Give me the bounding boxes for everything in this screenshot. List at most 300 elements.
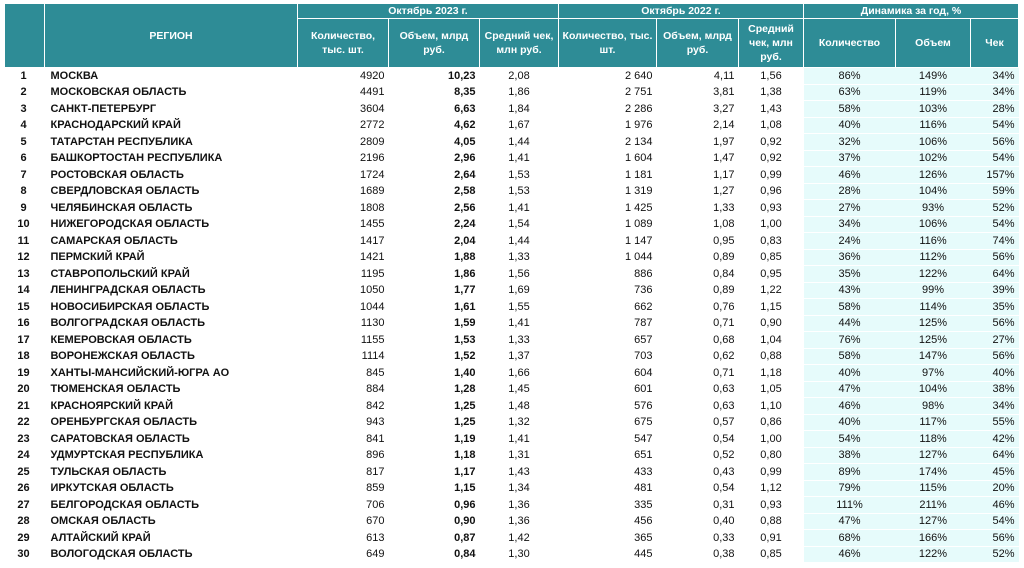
region-name-cell: ВОЛОГОДСКАЯ ОБЛАСТЬ — [45, 546, 298, 563]
dyn-volume-cell: 174% — [896, 464, 971, 481]
region-name-cell: НИЖЕГОРОДСКАЯ ОБЛАСТЬ — [45, 216, 298, 233]
region-name-cell: ХАНТЫ-МАНСИЙСКИЙ-ЮГРА АО — [45, 365, 298, 382]
avg-check-2023-cell: 1,48 — [480, 398, 559, 415]
dyn-volume-cell: 122% — [896, 546, 971, 563]
avg-check-2023-cell: 2,08 — [480, 68, 559, 85]
qty-2022-cell: 675 — [559, 414, 657, 431]
volume-2022-cell: 1,97 — [657, 134, 739, 151]
avg-check-2022-cell: 0,85 — [739, 546, 804, 563]
qty-2023-cell: 1724 — [298, 167, 389, 184]
qty-2022-cell: 1 604 — [559, 150, 657, 167]
volume-2022-cell: 0,40 — [657, 513, 739, 530]
volume-2023-cell: 2,58 — [389, 183, 480, 200]
region-name-cell: ЧЕЛЯБИНСКАЯ ОБЛАСТЬ — [45, 200, 298, 217]
table-row — [5, 497, 1019, 514]
qty-2023-cell: 884 — [298, 381, 389, 398]
avg-check-2023-cell: 1,45 — [480, 381, 559, 398]
header-volume-2022: Объем, млрд руб. — [657, 19, 739, 68]
qty-2023-cell: 1417 — [298, 233, 389, 250]
avg-check-2022-cell: 1,43 — [739, 101, 804, 118]
avg-check-2022-cell: 1,38 — [739, 84, 804, 101]
dyn-volume-cell: 99% — [896, 282, 971, 299]
avg-check-2022-cell: 0,96 — [739, 183, 804, 200]
avg-check-2023-cell: 1,37 — [480, 348, 559, 365]
header-qty-2022: Количество, тыс. шт. — [559, 19, 657, 68]
dyn-check-cell: 46% — [971, 497, 1019, 514]
volume-2023-cell: 1,59 — [389, 315, 480, 332]
volume-2023-cell: 6,63 — [389, 101, 480, 118]
volume-2023-cell: 2,04 — [389, 233, 480, 250]
region-name-cell: ТЮМЕНСКАЯ ОБЛАСТЬ — [45, 381, 298, 398]
dyn-volume-cell: 118% — [896, 431, 971, 448]
qty-2022-cell: 1 181 — [559, 167, 657, 184]
row-number-cell: 21 — [5, 398, 45, 415]
qty-2022-cell: 547 — [559, 431, 657, 448]
qty-2023-cell: 4491 — [298, 84, 389, 101]
avg-check-2022-cell: 1,00 — [739, 216, 804, 233]
region-name-cell: БЕЛГОРОДСКАЯ ОБЛАСТЬ — [45, 497, 298, 514]
qty-2023-cell: 817 — [298, 464, 389, 481]
avg-check-2023-cell: 1,41 — [480, 200, 559, 217]
table-row — [5, 414, 1019, 431]
dyn-check-cell: 40% — [971, 365, 1019, 382]
dyn-volume-cell: 102% — [896, 150, 971, 167]
qty-2023-cell: 670 — [298, 513, 389, 530]
dyn-volume-cell: 106% — [896, 216, 971, 233]
avg-check-2022-cell: 0,93 — [739, 200, 804, 217]
dyn-volume-cell: 119% — [896, 84, 971, 101]
region-name-cell: ОМСКАЯ ОБЛАСТЬ — [45, 513, 298, 530]
header-number-column — [5, 4, 45, 68]
dyn-check-cell: 56% — [971, 315, 1019, 332]
dyn-volume-cell: 104% — [896, 183, 971, 200]
qty-2022-cell: 886 — [559, 266, 657, 283]
avg-check-2023-cell: 1,53 — [480, 183, 559, 200]
volume-2022-cell: 1,08 — [657, 216, 739, 233]
volume-2023-cell: 8,35 — [389, 84, 480, 101]
avg-check-2023-cell: 1,42 — [480, 530, 559, 547]
table-row — [5, 134, 1019, 151]
avg-check-2023-cell: 1,56 — [480, 266, 559, 283]
avg-check-2023-cell: 1,36 — [480, 513, 559, 530]
row-number-cell: 10 — [5, 216, 45, 233]
region-name-cell: МОСКВА — [45, 68, 298, 85]
dyn-check-cell: 54% — [971, 513, 1019, 530]
avg-check-2022-cell: 0,93 — [739, 497, 804, 514]
region-name-cell: ВОЛГОГРАДСКАЯ ОБЛАСТЬ — [45, 315, 298, 332]
dyn-volume-cell: 112% — [896, 249, 971, 266]
region-name-cell: УДМУРТСКАЯ РЕСПУБЛИКА — [45, 447, 298, 464]
volume-2023-cell: 1,88 — [389, 249, 480, 266]
dyn-qty-cell: 24% — [804, 233, 896, 250]
dyn-volume-cell: 116% — [896, 233, 971, 250]
volume-2023-cell: 1,61 — [389, 299, 480, 316]
region-name-cell: САНКТ-ПЕТЕРБУРГ — [45, 101, 298, 118]
avg-check-2022-cell: 1,05 — [739, 381, 804, 398]
row-number-cell: 30 — [5, 546, 45, 563]
avg-check-2023-cell: 1,86 — [480, 84, 559, 101]
avg-check-2022-cell: 0,88 — [739, 348, 804, 365]
dyn-qty-cell: 86% — [804, 68, 896, 85]
row-number-cell: 2 — [5, 84, 45, 101]
avg-check-2023-cell: 1,44 — [480, 233, 559, 250]
table-row — [5, 447, 1019, 464]
table-row — [5, 431, 1019, 448]
row-number-cell: 23 — [5, 431, 45, 448]
dyn-qty-cell: 63% — [804, 84, 896, 101]
volume-2023-cell: 4,05 — [389, 134, 480, 151]
avg-check-2022-cell: 0,86 — [739, 414, 804, 431]
qty-2022-cell: 445 — [559, 546, 657, 563]
volume-2023-cell: 1,52 — [389, 348, 480, 365]
dyn-qty-cell: 79% — [804, 480, 896, 497]
header-group-dynamics: Динамика за год, % — [804, 4, 1019, 19]
row-number-cell: 4 — [5, 117, 45, 134]
avg-check-2022-cell: 0,92 — [739, 150, 804, 167]
volume-2023-cell: 1,53 — [389, 332, 480, 349]
qty-2023-cell: 1195 — [298, 266, 389, 283]
avg-check-2023-cell: 1,34 — [480, 480, 559, 497]
dyn-volume-cell: 125% — [896, 315, 971, 332]
dyn-check-cell: 35% — [971, 299, 1019, 316]
volume-2023-cell: 1,19 — [389, 431, 480, 448]
volume-2022-cell: 1,17 — [657, 167, 739, 184]
region-name-cell: МОСКОВСКАЯ ОБЛАСТЬ — [45, 84, 298, 101]
table-row — [5, 546, 1019, 563]
dyn-volume-cell: 127% — [896, 513, 971, 530]
dyn-check-cell: 54% — [971, 216, 1019, 233]
volume-2023-cell: 0,84 — [389, 546, 480, 563]
avg-check-2023-cell: 1,54 — [480, 216, 559, 233]
qty-2022-cell: 1 976 — [559, 117, 657, 134]
dyn-volume-cell: 97% — [896, 365, 971, 382]
avg-check-2023-cell: 1,53 — [480, 167, 559, 184]
qty-2023-cell: 1689 — [298, 183, 389, 200]
qty-2023-cell: 1114 — [298, 348, 389, 365]
qty-2023-cell: 1044 — [298, 299, 389, 316]
volume-2022-cell: 3,27 — [657, 101, 739, 118]
row-number-cell: 13 — [5, 266, 45, 283]
dyn-check-cell: 56% — [971, 134, 1019, 151]
row-number-cell: 5 — [5, 134, 45, 151]
row-number-cell: 28 — [5, 513, 45, 530]
qty-2023-cell: 2196 — [298, 150, 389, 167]
avg-check-2023-cell: 1,43 — [480, 464, 559, 481]
avg-check-2023-cell: 1,36 — [480, 497, 559, 514]
qty-2022-cell: 1 147 — [559, 233, 657, 250]
qty-2022-cell: 576 — [559, 398, 657, 415]
volume-2023-cell: 1,86 — [389, 266, 480, 283]
dyn-check-cell: 55% — [971, 414, 1019, 431]
dyn-qty-cell: 58% — [804, 101, 896, 118]
avg-check-2023-cell: 1,33 — [480, 332, 559, 349]
qty-2023-cell: 841 — [298, 431, 389, 448]
dyn-qty-cell: 46% — [804, 167, 896, 184]
qty-2022-cell: 657 — [559, 332, 657, 349]
volume-2022-cell: 0,89 — [657, 282, 739, 299]
dyn-check-cell: 27% — [971, 332, 1019, 349]
table-row — [5, 480, 1019, 497]
dyn-check-cell: 56% — [971, 530, 1019, 547]
volume-2023-cell: 1,25 — [389, 414, 480, 431]
region-name-cell: ИРКУТСКАЯ ОБЛАСТЬ — [45, 480, 298, 497]
dyn-volume-cell: 98% — [896, 398, 971, 415]
dyn-qty-cell: 40% — [804, 414, 896, 431]
avg-check-2023-cell: 1,84 — [480, 101, 559, 118]
dyn-check-cell: 34% — [971, 398, 1019, 415]
header-dyn-qty: Количество — [804, 19, 896, 68]
dyn-qty-cell: 47% — [804, 513, 896, 530]
volume-2022-cell: 0,52 — [657, 447, 739, 464]
volume-2023-cell: 0,90 — [389, 513, 480, 530]
header-dyn-volume: Объем — [896, 19, 971, 68]
regional-sales-table — [4, 3, 1019, 563]
volume-2022-cell: 2,14 — [657, 117, 739, 134]
dyn-check-cell: 64% — [971, 266, 1019, 283]
row-number-cell: 25 — [5, 464, 45, 481]
qty-2022-cell: 1 044 — [559, 249, 657, 266]
avg-check-2022-cell: 1,22 — [739, 282, 804, 299]
region-name-cell: РОСТОВСКАЯ ОБЛАСТЬ — [45, 167, 298, 184]
row-number-cell: 24 — [5, 447, 45, 464]
row-number-cell: 22 — [5, 414, 45, 431]
dyn-check-cell: 54% — [971, 117, 1019, 134]
volume-2022-cell: 0,33 — [657, 530, 739, 547]
qty-2023-cell: 859 — [298, 480, 389, 497]
avg-check-2023-cell: 1,32 — [480, 414, 559, 431]
qty-2023-cell: 3604 — [298, 101, 389, 118]
volume-2022-cell: 0,71 — [657, 315, 739, 332]
dyn-volume-cell: 125% — [896, 332, 971, 349]
volume-2022-cell: 0,54 — [657, 431, 739, 448]
qty-2022-cell: 481 — [559, 480, 657, 497]
dyn-volume-cell: 115% — [896, 480, 971, 497]
row-number-cell: 19 — [5, 365, 45, 382]
volume-2022-cell: 0,76 — [657, 299, 739, 316]
table-row — [5, 464, 1019, 481]
row-number-cell: 9 — [5, 200, 45, 217]
volume-2022-cell: 4,11 — [657, 68, 739, 85]
volume-2022-cell: 0,31 — [657, 497, 739, 514]
dyn-check-cell: 20% — [971, 480, 1019, 497]
volume-2022-cell: 0,43 — [657, 464, 739, 481]
dyn-volume-cell: 106% — [896, 134, 971, 151]
dyn-check-cell: 38% — [971, 381, 1019, 398]
avg-check-2023-cell: 1,30 — [480, 546, 559, 563]
table-row — [5, 315, 1019, 332]
dyn-qty-cell: 58% — [804, 348, 896, 365]
dyn-volume-cell: 126% — [896, 167, 971, 184]
avg-check-2023-cell: 1,69 — [480, 282, 559, 299]
volume-2022-cell: 0,95 — [657, 233, 739, 250]
qty-2022-cell: 456 — [559, 513, 657, 530]
table-row — [5, 266, 1019, 283]
header-avg-check-2023: Средний чек, млн руб. — [480, 19, 559, 68]
avg-check-2023-cell: 1,41 — [480, 150, 559, 167]
row-number-cell: 15 — [5, 299, 45, 316]
volume-2022-cell: 1,47 — [657, 150, 739, 167]
qty-2022-cell: 736 — [559, 282, 657, 299]
volume-2022-cell: 0,63 — [657, 398, 739, 415]
qty-2023-cell: 2809 — [298, 134, 389, 151]
volume-2022-cell: 0,68 — [657, 332, 739, 349]
qty-2022-cell: 2 286 — [559, 101, 657, 118]
dyn-check-cell: 56% — [971, 249, 1019, 266]
avg-check-2023-cell: 1,44 — [480, 134, 559, 151]
volume-2023-cell: 1,18 — [389, 447, 480, 464]
avg-check-2022-cell: 0,91 — [739, 530, 804, 547]
qty-2022-cell: 662 — [559, 299, 657, 316]
volume-2023-cell: 1,28 — [389, 381, 480, 398]
avg-check-2023-cell: 1,41 — [480, 315, 559, 332]
table-row — [5, 117, 1019, 134]
row-number-cell: 6 — [5, 150, 45, 167]
volume-2022-cell: 0,62 — [657, 348, 739, 365]
region-name-cell: СТАВРОПОЛЬСКИЙ КРАЙ — [45, 266, 298, 283]
dyn-qty-cell: 54% — [804, 431, 896, 448]
row-number-cell: 1 — [5, 68, 45, 85]
qty-2022-cell: 1 089 — [559, 216, 657, 233]
dyn-check-cell: 157% — [971, 167, 1019, 184]
volume-2022-cell: 1,27 — [657, 183, 739, 200]
row-number-cell: 29 — [5, 530, 45, 547]
region-name-cell: ТУЛЬСКАЯ ОБЛАСТЬ — [45, 464, 298, 481]
dyn-check-cell: 74% — [971, 233, 1019, 250]
avg-check-2022-cell: 0,90 — [739, 315, 804, 332]
dyn-check-cell: 54% — [971, 150, 1019, 167]
qty-2023-cell: 4920 — [298, 68, 389, 85]
header-qty-2023: Количество, тыс. шт. — [298, 19, 389, 68]
dyn-volume-cell: 149% — [896, 68, 971, 85]
avg-check-2023-cell: 1,33 — [480, 249, 559, 266]
dyn-volume-cell: 211% — [896, 497, 971, 514]
table-row — [5, 282, 1019, 299]
avg-check-2022-cell: 1,56 — [739, 68, 804, 85]
avg-check-2022-cell: 1,08 — [739, 117, 804, 134]
volume-2023-cell: 2,64 — [389, 167, 480, 184]
qty-2023-cell: 896 — [298, 447, 389, 464]
table-row — [5, 216, 1019, 233]
avg-check-2023-cell: 1,67 — [480, 117, 559, 134]
qty-2022-cell: 365 — [559, 530, 657, 547]
table-row — [5, 398, 1019, 415]
volume-2023-cell: 1,15 — [389, 480, 480, 497]
volume-2022-cell: 0,38 — [657, 546, 739, 563]
dyn-check-cell: 52% — [971, 546, 1019, 563]
qty-2022-cell: 2 640 — [559, 68, 657, 85]
region-name-cell: ОРЕНБУРГСКАЯ ОБЛАСТЬ — [45, 414, 298, 431]
dyn-check-cell: 39% — [971, 282, 1019, 299]
region-name-cell: АЛТАЙСКИЙ КРАЙ — [45, 530, 298, 547]
dyn-qty-cell: 36% — [804, 249, 896, 266]
dyn-check-cell: 56% — [971, 348, 1019, 365]
region-name-cell: САРАТОВСКАЯ ОБЛАСТЬ — [45, 431, 298, 448]
table-row — [5, 68, 1019, 85]
table-row — [5, 101, 1019, 118]
volume-2023-cell: 10,23 — [389, 68, 480, 85]
header-dyn-check: Чек — [971, 19, 1019, 68]
avg-check-2022-cell: 1,04 — [739, 332, 804, 349]
dyn-qty-cell: 47% — [804, 381, 896, 398]
dyn-check-cell: 28% — [971, 101, 1019, 118]
table-row — [5, 530, 1019, 547]
avg-check-2022-cell: 1,15 — [739, 299, 804, 316]
header-volume-2023: Объем, млрд руб. — [389, 19, 480, 68]
qty-2022-cell: 2 134 — [559, 134, 657, 151]
volume-2022-cell: 0,71 — [657, 365, 739, 382]
dyn-volume-cell: 93% — [896, 200, 971, 217]
volume-2022-cell: 0,63 — [657, 381, 739, 398]
volume-2023-cell: 4,62 — [389, 117, 480, 134]
avg-check-2022-cell: 0,95 — [739, 266, 804, 283]
qty-2023-cell: 706 — [298, 497, 389, 514]
volume-2023-cell: 2,24 — [389, 216, 480, 233]
region-name-cell: КЕМЕРОВСКАЯ ОБЛАСТЬ — [45, 332, 298, 349]
dyn-volume-cell: 103% — [896, 101, 971, 118]
row-number-cell: 26 — [5, 480, 45, 497]
qty-2023-cell: 1050 — [298, 282, 389, 299]
dyn-qty-cell: 44% — [804, 315, 896, 332]
qty-2023-cell: 1155 — [298, 332, 389, 349]
row-number-cell: 11 — [5, 233, 45, 250]
qty-2023-cell: 842 — [298, 398, 389, 415]
avg-check-2023-cell: 1,55 — [480, 299, 559, 316]
qty-2023-cell: 845 — [298, 365, 389, 382]
avg-check-2022-cell: 1,10 — [739, 398, 804, 415]
dyn-volume-cell: 114% — [896, 299, 971, 316]
row-number-cell: 7 — [5, 167, 45, 184]
row-number-cell: 12 — [5, 249, 45, 266]
table-row — [5, 299, 1019, 316]
volume-2023-cell: 2,56 — [389, 200, 480, 217]
table-row — [5, 513, 1019, 530]
avg-check-2022-cell: 0,99 — [739, 167, 804, 184]
dyn-qty-cell: 37% — [804, 150, 896, 167]
row-number-cell: 20 — [5, 381, 45, 398]
dyn-qty-cell: 46% — [804, 398, 896, 415]
header-avg-check-2022: Средний чек, млн руб. — [739, 19, 804, 68]
dyn-check-cell: 34% — [971, 68, 1019, 85]
region-name-cell: КРАСНОДАРСКИЙ КРАЙ — [45, 117, 298, 134]
table-row — [5, 381, 1019, 398]
volume-2023-cell: 1,25 — [389, 398, 480, 415]
region-name-cell: ЛЕНИНГРАДСКАЯ ОБЛАСТЬ — [45, 282, 298, 299]
region-name-cell: ВОРОНЕЖСКАЯ ОБЛАСТЬ — [45, 348, 298, 365]
table-row — [5, 167, 1019, 184]
table-row — [5, 332, 1019, 349]
avg-check-2022-cell: 0,92 — [739, 134, 804, 151]
dyn-qty-cell: 111% — [804, 497, 896, 514]
qty-2023-cell: 613 — [298, 530, 389, 547]
qty-2023-cell: 649 — [298, 546, 389, 563]
region-name-cell: СВЕРДЛОВСКАЯ ОБЛАСТЬ — [45, 183, 298, 200]
volume-2022-cell: 3,81 — [657, 84, 739, 101]
avg-check-2023-cell: 1,31 — [480, 447, 559, 464]
region-name-cell: ТАТАРСТАН РЕСПУБЛИКА — [45, 134, 298, 151]
table-row — [5, 183, 1019, 200]
table-row — [5, 249, 1019, 266]
avg-check-2022-cell: 1,00 — [739, 431, 804, 448]
dyn-check-cell: 52% — [971, 200, 1019, 217]
region-name-cell: КРАСНОЯРСКИЙ КРАЙ — [45, 398, 298, 415]
dyn-check-cell: 64% — [971, 447, 1019, 464]
region-name-cell: БАШКОРТОСТАН РЕСПУБЛИКА — [45, 150, 298, 167]
dyn-check-cell: 45% — [971, 464, 1019, 481]
table-row — [5, 84, 1019, 101]
dyn-qty-cell: 27% — [804, 200, 896, 217]
header-group-2022: Октябрь 2022 г. — [559, 4, 804, 19]
avg-check-2023-cell: 1,41 — [480, 431, 559, 448]
